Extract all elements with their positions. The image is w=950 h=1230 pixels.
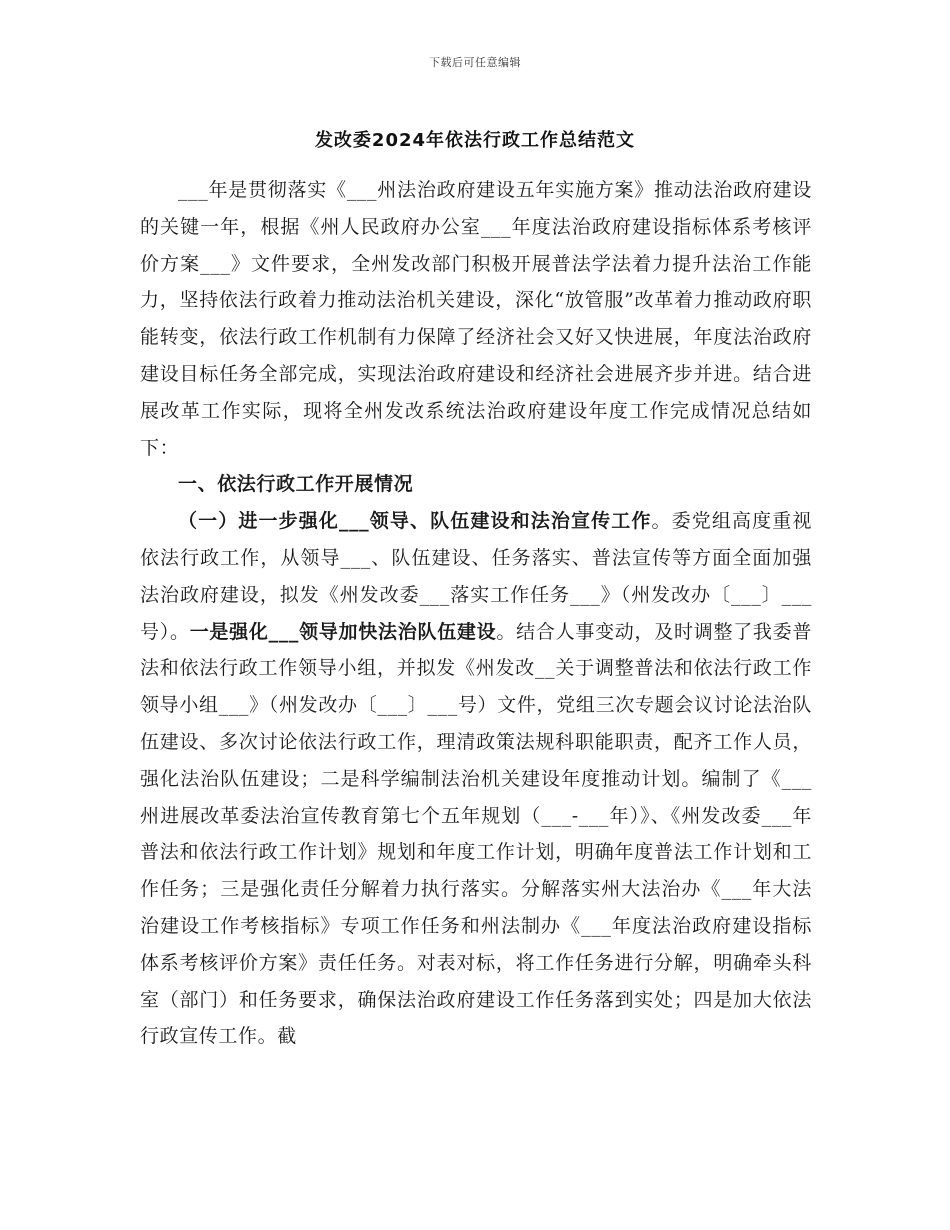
page-header-note: 下载后可任意编辑 [429, 56, 521, 69]
subsection-text-a: 。委党组高度重视依法行政工作，从领导___、队伍建设、任务落实、普法宣传等方面全面加强法治政府建设，拟发《州发改委___落实工作任务___》（州发改办〔___〕___号）。 [140, 510, 812, 643]
subsection-text-b: 。结合人事变动，及时调整了我委普法和依法行政工作领导小组，并拟发《州发改__关于调整普法和依法行政工作领导小组___》（州发改办〔___〕___号）文件，党组三次专题会议讨论法治队伍建设、多次讨论依法行政工作，理清政策法规科职能职责，配齐工作人员，强化法治队伍建设；二是科学编制法治机关建设年度推动计划。编制了《___州进展改革委法治宣传教育第七个五年规划（___-___年）》、《州发改委___年普法和依法行政工作计划》规划和年度工作计划，明确年度普法工作计划和工作任务；三是强化责任分解着力执行落实。分解落实州大法治办《___年大法治建设工作考核指标》专项工作任务和州法制办《___年度法治政府建设指标体系考核评价方案》责任任务。对表对标，将工作任务进行分解，明确牵头科室（部门）和任务要求，确保法治政府建设工作任务落到实处；四是加大依法行政宣传工作。截 [140, 620, 812, 1048]
document-body [140, 172, 812, 1055]
point-heading: 一是强化___领导加快法治队伍建设 [189, 620, 497, 643]
subsection-paragraph [140, 503, 812, 1055]
subsection-heading: （一）进一步强化___领导、队伍建设和法治宣传工作 [178, 510, 652, 533]
document-title: 发改委2024年依法行政工作总结范文 [314, 130, 636, 151]
section-heading: 一、依法行政工作开展情况 [178, 473, 414, 496]
intro-paragraph: ___年是贯彻落实《___州法治政府建设五年实施方案》推动法治政府建设的关键一年，根据《州人民政府办公室___年度法治政府建设指标体系考核评价方案___》文件要求，全州发改部门积极开展普法学法着力提升法治工作能力，坚持依法行政着力推动法治机关建设，深化“放管服”改革着力推动政府职能转变，依法行政工作机制有力保障了经济社会又好又快进展，年度法治政府建设目标任务全部完成，实现法治政府建设和经济社会进展齐步并进。结合进展改革工作实际，现将全州发改系统法治政府建设年度工作完成情况总结如下： [140, 179, 812, 459]
